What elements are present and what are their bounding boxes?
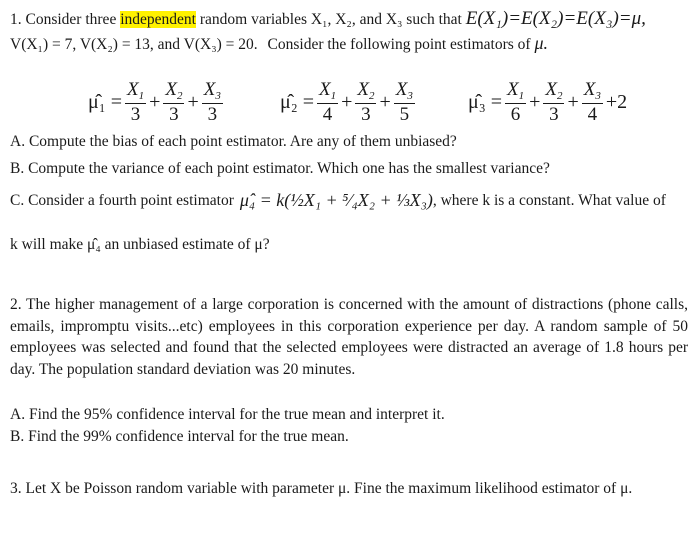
- estimator-1-label: μ̂₁ =: [88, 90, 122, 113]
- q1-consider: Consider the following point estimators of: [267, 36, 531, 53]
- q2-part-b: B. Find the 99% confidence interval for the true mean.: [10, 428, 349, 445]
- q1-part-b: B. Compute the variance of each point estimator. Which one has the smallest variance?: [10, 160, 550, 177]
- q1-variances: V(X₁) = 7, V(X₂) = 13, and V(X₃) = 20.: [10, 36, 258, 53]
- estimator-3-label: μ̂₃ =: [468, 90, 502, 113]
- q1-expectation: E(X₁)=E(X₂)=E(X₃)=μ,: [465, 8, 646, 29]
- estimator-3-term-2: $\frac{X_2}{3}$: [545, 79, 563, 125]
- estimator-2-term-3: $\frac{X_3}{5}$: [395, 79, 413, 125]
- estimator-2-label: μ̂₂ =: [280, 90, 314, 113]
- q1-mu: μ.: [534, 33, 548, 53]
- estimator-3: μ̂₃ = $\frac{X_1}{6}$ + $\frac{X_2}{3}$ + $\frac{X_3}{4}$ +2: [468, 79, 628, 125]
- q1-part-a: A. Compute the bias of each point estimator. Are any of them unbiased?: [10, 133, 457, 150]
- q1-part-c-formula: μ̂₄ = k(½X₁ + ⁵⁄₄X₂ + ⅓X₃): [239, 190, 433, 210]
- q2-text: 2. The higher management of a large corporation is concerned with the amount of distractions (phone calls, emails, impromptu visits...etc) employees in this corporation experience per day. A random sample of 50 employees was selected and found that the selected employees were distracted an average of 1.8 hours per day. The population standard deviation was 20 minutes.: [10, 296, 688, 378]
- estimator-1-term-2: $\frac{X_2}{3}$: [165, 79, 183, 125]
- q3-text: 3. Let X be Poisson random variable with parameter μ. Fine the maximum likelihood estimator of μ.: [10, 480, 633, 497]
- highlighted-word: independent: [120, 11, 196, 28]
- estimator-2-term-2: $\frac{X_2}{3}$: [357, 79, 375, 125]
- estimator-3-term-1: $\frac{X_1}{6}$: [506, 79, 525, 125]
- q1-part-c-line2: k will make μ̂₄ an unbiased estimate of μ?: [10, 236, 270, 253]
- q1-part-c-post: , where k is a constant. What value of: [432, 191, 666, 209]
- estimator-1-term-3: $\frac{X_3}{3}$: [203, 79, 221, 125]
- q1-part-c-pre: C. Consider a fourth point estimator: [10, 191, 234, 209]
- q1-variance-line: [10, 33, 548, 54]
- q1-part-c: [10, 190, 666, 211]
- q2-part-a: A. Find the 95% confidence interval for the true mean and interpret it.: [10, 406, 445, 423]
- q1-number: 1. Consider three: [10, 11, 117, 28]
- estimator-2-term-1: $\frac{X_1}{4}$: [318, 79, 337, 125]
- estimator-3-term-3: $\frac{X_3}{4}$: [583, 79, 601, 125]
- estimator-3-extra: +2: [605, 90, 628, 113]
- q1-intro-rest: random variables X₁, X₂, and X₃ such that: [199, 11, 462, 28]
- estimator-1: μ̂₁ = $\frac{X_1}{3}$ + $\frac{X_2}{3}$ + $\frac{X_3}{3}$: [88, 79, 221, 125]
- estimator-2: μ̂₂ = $\frac{X_1}{4}$ + $\frac{X_2}{3}$ + $\frac{X_3}{5}$: [280, 79, 413, 125]
- q1-intro-line: [10, 8, 646, 30]
- estimator-1-term-1: $\frac{X_1}{3}$: [126, 79, 145, 125]
